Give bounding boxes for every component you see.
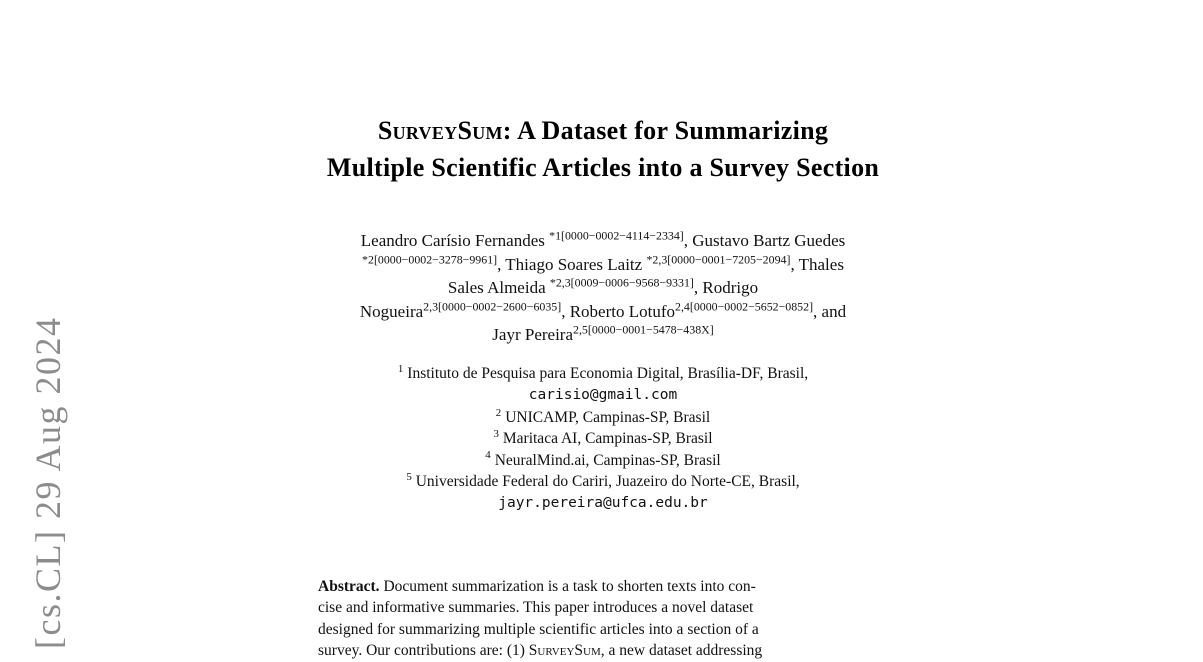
abstract-line xyxy=(318,619,893,640)
superscript-text: *1[0000−0002−4114−2334] xyxy=(549,228,684,243)
superscript-text: 3 xyxy=(493,428,499,441)
abstract-line xyxy=(318,597,893,618)
affiliation-block xyxy=(3,363,1203,515)
paper-title-line-1 xyxy=(3,112,1203,149)
superscript-text: 4 xyxy=(485,449,491,462)
bold-text: Abstract. xyxy=(318,578,380,595)
text-segment: UNICAMP, Campinas-SP, Brasil xyxy=(505,408,711,426)
superscript-text: 1 xyxy=(397,362,404,375)
monospace-text: carisio@gmail.com xyxy=(528,387,678,404)
text-segment: designed for summarizing multiple scientific articles into a section of a xyxy=(318,620,759,638)
superscript-text: *2,3[0009−0006−9568−9331] xyxy=(549,275,694,290)
author-block xyxy=(3,229,1203,347)
smallcaps-text: SurveySum xyxy=(528,642,601,660)
author-line xyxy=(3,276,1203,300)
text-segment: Multiple Scientific Articles into a Survey Section xyxy=(326,153,880,182)
superscript-text: *2,3[0000−0001−7205−2094] xyxy=(646,251,791,266)
text-segment: Leandro Carísio Fernandes xyxy=(360,231,550,250)
arxiv-watermark: [cs.CL] 29 Aug 2024 xyxy=(28,316,68,649)
text-segment: Instituto de Pesquisa para Economia Digital, Brasília-DF, Brasil, xyxy=(407,365,809,382)
smallcaps-text: SurveySum xyxy=(377,116,503,145)
abstract-line xyxy=(318,576,893,597)
superscript-text: 2 xyxy=(495,406,502,419)
text-segment: , Gustavo Bartz Guedes xyxy=(683,231,846,250)
affiliation-line xyxy=(3,407,1203,428)
author-line xyxy=(3,229,1203,253)
text-segment: Sales Almeida xyxy=(447,278,550,297)
text-segment: , Thiago Soares Laitz xyxy=(497,254,647,274)
affiliation-line xyxy=(3,471,1203,492)
text-segment: Maritaca AI, Campinas-SP, Brasil xyxy=(502,430,713,448)
superscript-text: 2,4[0000−0002−5652−0852] xyxy=(675,298,814,313)
superscript-text: *2[0000−0002−3278−9961] xyxy=(362,251,498,266)
affiliation-line xyxy=(3,450,1203,471)
text-segment: : A Dataset for Summarizing xyxy=(502,116,829,145)
text-segment: Nogueira xyxy=(359,301,424,321)
monospace-text: jayr.pereira@ufca.edu.br xyxy=(498,495,708,512)
affiliation-email xyxy=(3,492,1203,514)
text-segment: , and xyxy=(813,301,847,321)
author-line xyxy=(3,300,1203,324)
text-segment: Jayr Pereira xyxy=(492,325,574,344)
text-segment: , a new dataset addressing xyxy=(600,642,763,660)
abstract-block xyxy=(318,576,893,662)
text-segment: Universidade Federal do Cariri, Juazeiro do Norte-CE, Brasil, xyxy=(415,473,800,491)
text-segment: , Rodrigo xyxy=(693,278,759,297)
paper-title-line-2 xyxy=(3,149,1203,186)
affiliation-line xyxy=(3,428,1203,449)
author-line xyxy=(3,253,1203,277)
text-segment: NeuralMind.ai, Campinas-SP, Brasil xyxy=(494,451,721,469)
text-segment: , Roberto Lotufo xyxy=(561,301,675,321)
text-segment: , Thales xyxy=(790,254,844,274)
text-segment: cise and informative summaries. This paper introduces a novel dataset xyxy=(318,599,754,617)
paper-title xyxy=(3,112,1203,186)
abstract-line xyxy=(318,640,893,661)
affiliation-email xyxy=(3,384,1203,406)
author-line xyxy=(3,323,1203,347)
superscript-text: 2,3[0000−0002−2600−6035] xyxy=(423,298,562,313)
text-segment: survey. Our contributions are: (1) xyxy=(318,642,529,660)
superscript-text: 5 xyxy=(406,470,412,483)
superscript-text: 2,5[0000−0001−5478−438X] xyxy=(573,322,714,337)
text-segment: Document summarization is a task to shorten texts into con- xyxy=(379,578,756,595)
affiliation-line xyxy=(3,363,1203,384)
